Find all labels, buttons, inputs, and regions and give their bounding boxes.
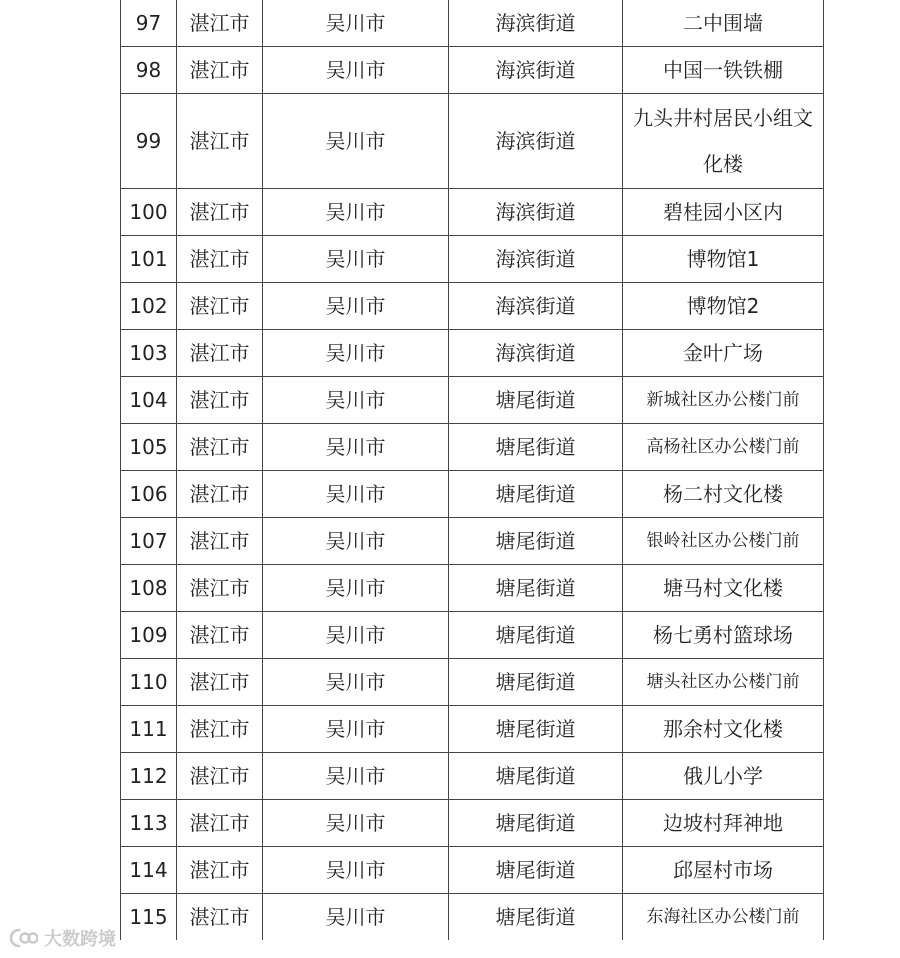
county-cell: 吴川市 [263,612,449,659]
table-row [121,800,824,847]
county-cell: 吴川市 [263,189,449,236]
city-cell: 湛江市 [177,753,263,800]
county-cell: 吴川市 [263,518,449,565]
place-cell: 碧桂园小区内 [623,189,824,236]
table-row [121,189,824,236]
county-cell: 吴川市 [263,377,449,424]
place-cell: 塘马村文化楼 [623,565,824,612]
street-cell: 塘尾街道 [449,753,623,800]
street-cell: 塘尾街道 [449,706,623,753]
street-cell: 塘尾街道 [449,800,623,847]
county-cell: 吴川市 [263,236,449,283]
city-cell: 湛江市 [177,518,263,565]
row-number-cell: 104 [121,377,177,424]
county-cell: 吴川市 [263,659,449,706]
table-row [121,659,824,706]
street-cell: 海滨街道 [449,94,623,189]
row-number-cell: 112 [121,753,177,800]
street-cell: 塘尾街道 [449,377,623,424]
city-cell: 湛江市 [177,424,263,471]
table-body [121,0,824,940]
place-cell: 杨七勇村篮球场 [623,612,824,659]
place-cell: 塘头社区办公楼门前 [623,659,824,706]
place-cell: 那余村文化楼 [623,706,824,753]
table-row [121,377,824,424]
place-cell: 邱屋村市场 [623,847,824,894]
table-row [121,0,824,47]
city-cell: 湛江市 [177,894,263,941]
street-cell: 海滨街道 [449,283,623,330]
row-number-cell: 99 [121,94,177,189]
county-cell: 吴川市 [263,706,449,753]
place-cell: 九头井村居民小组文化楼 [623,94,824,189]
table-row [121,706,824,753]
county-cell: 吴川市 [263,283,449,330]
street-cell: 海滨街道 [449,330,623,377]
county-cell: 吴川市 [263,800,449,847]
table-row [121,424,824,471]
city-cell: 湛江市 [177,94,263,189]
county-cell: 吴川市 [263,330,449,377]
place-cell: 杨二村文化楼 [623,471,824,518]
watermark-text: 大数跨境 [44,929,116,949]
city-cell: 湛江市 [177,189,263,236]
table-row [121,612,824,659]
city-cell: 湛江市 [177,612,263,659]
table-row [121,565,824,612]
county-cell: 吴川市 [263,424,449,471]
document-table-container [120,0,823,940]
table-row [121,894,824,941]
street-cell: 塘尾街道 [449,471,623,518]
county-cell: 吴川市 [263,565,449,612]
county-cell: 吴川市 [263,894,449,941]
city-cell: 湛江市 [177,847,263,894]
place-cell: 东海社区办公楼门前 [623,894,824,941]
county-cell: 吴川市 [263,753,449,800]
place-cell: 银岭社区办公楼门前 [623,518,824,565]
table-row [121,330,824,377]
county-cell: 吴川市 [263,47,449,94]
table-row [121,847,824,894]
row-number-cell: 106 [121,471,177,518]
city-cell: 湛江市 [177,565,263,612]
table-row [121,236,824,283]
county-cell: 吴川市 [263,471,449,518]
street-cell: 海滨街道 [449,0,623,47]
location-table [120,0,824,940]
county-cell: 吴川市 [263,0,449,47]
place-cell: 博物馆2 [623,283,824,330]
city-cell: 湛江市 [177,0,263,47]
city-cell: 湛江市 [177,706,263,753]
logo-icon [8,927,38,949]
table-row [121,518,824,565]
street-cell: 塘尾街道 [449,659,623,706]
city-cell: 湛江市 [177,330,263,377]
county-cell: 吴川市 [263,94,449,189]
city-cell: 湛江市 [177,659,263,706]
place-cell: 金叶广场 [623,330,824,377]
street-cell: 海滨街道 [449,236,623,283]
place-cell: 二中围墙 [623,0,824,47]
street-cell: 塘尾街道 [449,847,623,894]
place-cell: 高杨社区办公楼门前 [623,424,824,471]
row-number-cell: 105 [121,424,177,471]
row-number-cell: 101 [121,236,177,283]
row-number-cell: 98 [121,47,177,94]
city-cell: 湛江市 [177,377,263,424]
table-row [121,283,824,330]
row-number-cell: 109 [121,612,177,659]
street-cell: 塘尾街道 [449,565,623,612]
row-number-cell: 100 [121,189,177,236]
street-cell: 塘尾街道 [449,612,623,659]
row-number-cell: 111 [121,706,177,753]
table-row [121,94,824,189]
place-cell: 新城社区办公楼门前 [623,377,824,424]
row-number-cell: 113 [121,800,177,847]
street-cell: 海滨街道 [449,47,623,94]
row-number-cell: 102 [121,283,177,330]
table-row [121,47,824,94]
row-number-cell: 108 [121,565,177,612]
table-row [121,471,824,518]
row-number-cell: 115 [121,894,177,941]
place-cell: 中国一铁铁棚 [623,47,824,94]
row-number-cell: 107 [121,518,177,565]
city-cell: 湛江市 [177,800,263,847]
city-cell: 湛江市 [177,283,263,330]
place-cell: 俄儿小学 [623,753,824,800]
city-cell: 湛江市 [177,47,263,94]
place-cell: 边坡村拜神地 [623,800,824,847]
watermark [8,926,116,950]
county-cell: 吴川市 [263,847,449,894]
street-cell: 塘尾街道 [449,518,623,565]
street-cell: 塘尾街道 [449,424,623,471]
row-number-cell: 97 [121,0,177,47]
row-number-cell: 103 [121,330,177,377]
street-cell: 塘尾街道 [449,894,623,941]
row-number-cell: 110 [121,659,177,706]
city-cell: 湛江市 [177,236,263,283]
place-cell: 博物馆1 [623,236,824,283]
row-number-cell: 114 [121,847,177,894]
city-cell: 湛江市 [177,471,263,518]
table-row [121,753,824,800]
street-cell: 海滨街道 [449,189,623,236]
